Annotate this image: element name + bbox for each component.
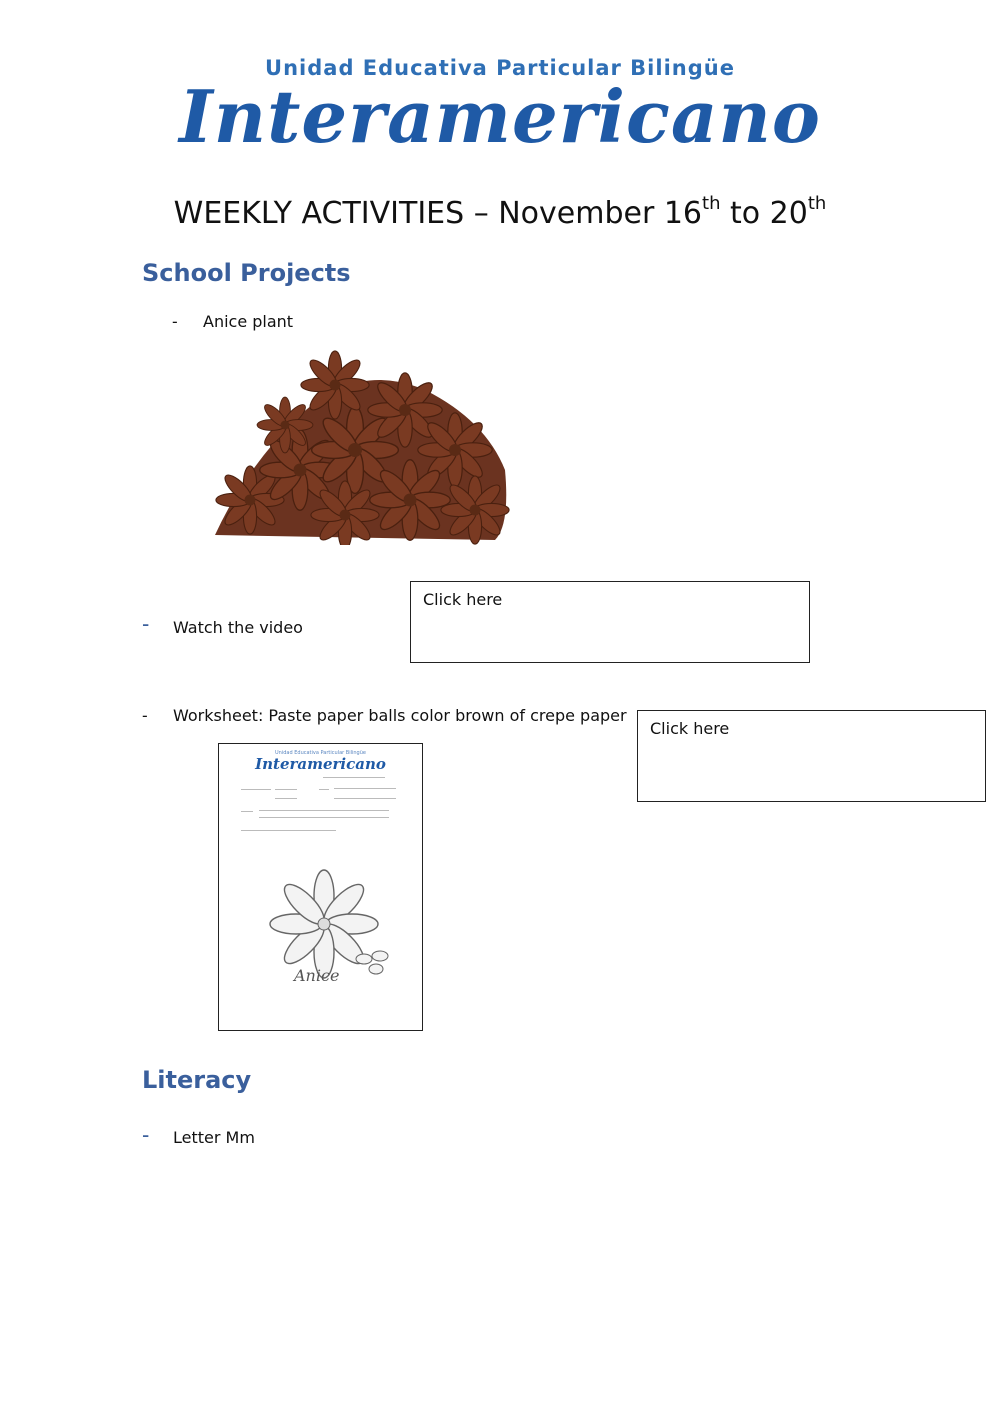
star-anise-image xyxy=(205,350,510,545)
title-sup-2: th xyxy=(807,193,827,214)
title-sup-1: th xyxy=(702,193,721,214)
school-subtitle: Unidad Educativa Particular Bilingüe xyxy=(265,56,735,80)
item-letter-mm: Letter Mm xyxy=(173,1128,255,1147)
item-watch-video: Watch the video xyxy=(173,618,303,637)
bullet-dash: - xyxy=(172,312,178,331)
worksheet-link-box[interactable] xyxy=(637,710,986,802)
worksheet-thumbnail xyxy=(218,743,423,1031)
video-link-label[interactable]: Click here xyxy=(423,590,503,609)
worksheet-school-line: Unidad Educativa Particular Bilingüe xyxy=(275,750,366,756)
section-heading-school-projects: School Projects xyxy=(142,259,351,287)
title-middle: to 20 xyxy=(720,196,808,231)
bullet-dash: - xyxy=(142,706,148,725)
school-logo: Interamericano xyxy=(179,74,821,159)
bullet-dash: - xyxy=(142,1122,150,1147)
title-main: WEEKLY ACTIVITIES – November 16 xyxy=(173,196,703,231)
video-link-box[interactable] xyxy=(410,581,810,663)
bullet-dash: - xyxy=(142,611,150,636)
page-title xyxy=(0,193,1000,231)
worksheet-link-label[interactable]: Click here xyxy=(650,719,730,738)
worksheet-caption: Anice xyxy=(294,966,340,985)
item-worksheet: Worksheet: Paste paper balls color brown of crepe paper xyxy=(173,706,627,725)
item-anice-plant: Anice plant xyxy=(203,312,294,331)
section-heading-literacy: Literacy xyxy=(142,1066,252,1094)
worksheet-logo: Interamericano xyxy=(255,755,386,773)
